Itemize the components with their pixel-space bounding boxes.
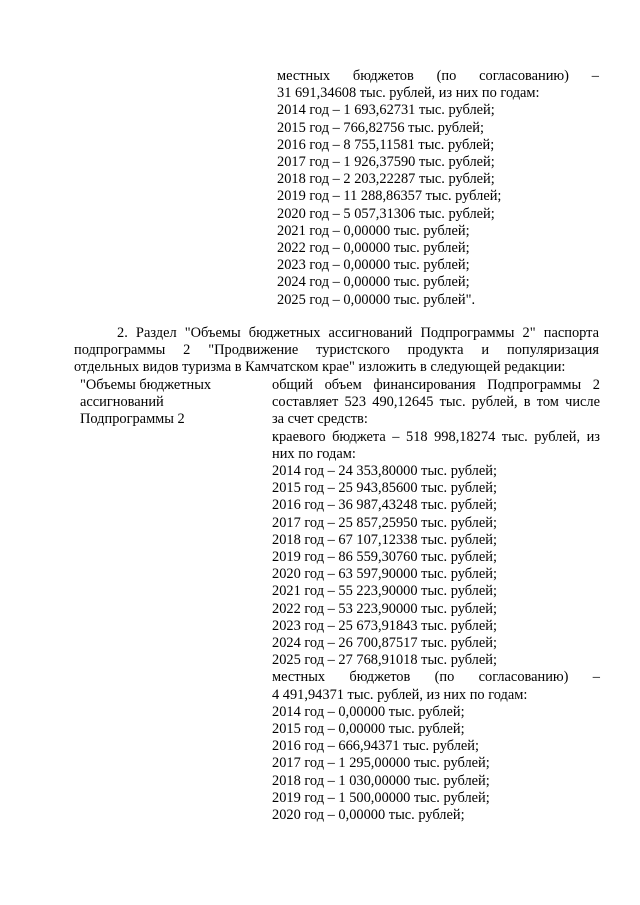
regional-year-line: 2016 год – 36 987,43248 тыс. рублей; xyxy=(272,497,497,514)
local-year-line: 2018 год – 1 030,00000 тыс. рублей; xyxy=(272,772,490,789)
year-line: 2021 год – 0,00000 тыс. рублей; xyxy=(277,222,470,239)
paragraph-line: подпрограммы 2 "Продвижение туристского продукта и популяризация xyxy=(74,342,599,359)
year-line: 2016 год – 8 755,11581 тыс. рублей; xyxy=(277,136,495,153)
total-line: составляет 523 490,12645 тыс. рублей, в том числе xyxy=(272,394,600,411)
year-line: 2014 год – 1 693,62731 тыс. рублей; xyxy=(277,102,495,119)
passport-table xyxy=(74,377,600,827)
heading-word: согласованию) xyxy=(478,669,569,686)
regional-year-line: 2019 год – 86 559,30760 тыс. рублей; xyxy=(272,549,497,566)
local-year-line: 2019 год – 1 500,00000 тыс. рублей; xyxy=(272,789,490,806)
heading-word: – xyxy=(591,68,599,84)
regional-budget-line: них по годам: xyxy=(272,445,356,462)
regional-year-line: 2022 год – 53 223,90000 тыс. рублей; xyxy=(272,600,497,617)
year-line: 2019 год – 11 288,86357 тыс. рублей; xyxy=(277,188,502,205)
year-line: 2017 год – 1 926,37590 тыс. рублей; xyxy=(277,154,495,171)
total-line: общий объем финансирования Подпрограммы 2 xyxy=(272,377,600,393)
year-line: 2015 год – 766,82756 тыс. рублей; xyxy=(277,119,484,136)
label-line: Подпрограммы 2 xyxy=(80,411,185,428)
paragraph-line: 2. Раздел "Объемы бюджетных ассигнований Подпрограммы 2" паспорта xyxy=(117,325,599,341)
heading-word: – xyxy=(592,669,600,686)
label-line: "Объемы бюджетных xyxy=(80,377,212,393)
heading-word: согласованию) xyxy=(479,68,569,84)
heading-word: (по xyxy=(434,669,455,686)
total-line: за счет средств: xyxy=(272,411,368,428)
year-line: 2025 год – 0,00000 тыс. рублей". xyxy=(277,291,476,308)
local-year-line: 2017 год – 1 295,00000 тыс. рублей; xyxy=(272,755,490,772)
year-line: 2020 год – 5 057,31306 тыс. рублей; xyxy=(277,205,495,222)
local-year-line: 2020 год – 0,00000 тыс. рублей; xyxy=(272,807,465,824)
regional-year-line: 2015 год – 25 943,85600 тыс. рублей; xyxy=(272,480,497,497)
regional-year-line: 2014 год – 24 353,80000 тыс. рублей; xyxy=(272,463,497,480)
table-label-cell xyxy=(80,377,260,429)
year-line: 2023 год – 0,00000 тыс. рублей; xyxy=(277,257,470,274)
year-line: 2022 год – 0,00000 тыс. рублей; xyxy=(277,240,470,257)
local-budget-total: 31 691,34608 тыс. рублей, из них по годам: xyxy=(277,85,540,102)
regional-budget-line: краевого бюджета – 518 998,18274 тыс. рублей, из xyxy=(272,428,600,445)
regional-year-line: 2018 год – 67 107,12338 тыс. рублей; xyxy=(272,531,497,548)
year-line: 2018 год – 2 203,22287 тыс. рублей; xyxy=(277,171,495,188)
regional-year-line: 2020 год – 63 597,90000 тыс. рублей; xyxy=(272,566,497,583)
regional-year-line: 2023 год – 25 673,91843 тыс. рублей; xyxy=(272,617,497,634)
heading-word: (по xyxy=(436,68,457,84)
heading-word: бюджетов xyxy=(349,669,411,686)
amendment-paragraph xyxy=(74,325,599,377)
local-budget-block xyxy=(277,68,599,309)
local-budget-total: 4 491,94371 тыс. рублей, из них по годам: xyxy=(272,686,528,703)
local-year-line: 2015 год – 0,00000 тыс. рублей; xyxy=(272,721,465,738)
table-value-cell xyxy=(272,377,600,824)
local-year-line: 2014 год – 0,00000 тыс. рублей; xyxy=(272,703,465,720)
local-budget-heading xyxy=(272,669,600,686)
regional-year-line: 2025 год – 27 768,91018 тыс. рублей; xyxy=(272,652,497,669)
regional-year-line: 2021 год – 55 223,90000 тыс. рублей; xyxy=(272,583,497,600)
local-year-line: 2016 год – 666,94371 тыс. рублей; xyxy=(272,738,479,755)
regional-year-line: 2017 год – 25 857,25950 тыс. рублей; xyxy=(272,514,497,531)
heading-word: местных xyxy=(277,68,331,84)
regional-year-line: 2024 год – 26 700,87517 тыс. рублей; xyxy=(272,635,497,652)
heading-word: бюджетов xyxy=(352,68,414,84)
local-budget-heading xyxy=(277,68,599,85)
paragraph-line: отдельных видов туризма в Камчатском крае" изложить в следующей редакции: xyxy=(74,359,566,376)
year-line: 2024 год – 0,00000 тыс. рублей; xyxy=(277,274,470,291)
label-line: ассигнований xyxy=(80,394,164,411)
heading-word: местных xyxy=(272,669,326,686)
